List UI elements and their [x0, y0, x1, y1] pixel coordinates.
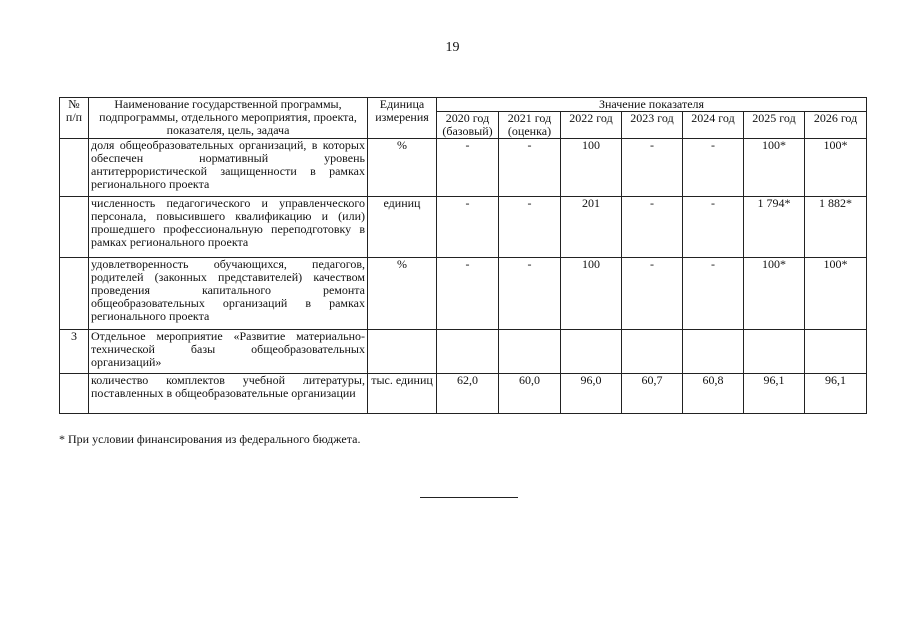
header-values: Значение показателя [437, 98, 867, 112]
indicator-table [59, 97, 867, 414]
row-value [805, 330, 867, 374]
row-value: - [622, 197, 683, 258]
row-value: 100 [561, 139, 622, 197]
row-num: 3 [60, 330, 89, 374]
header-year: 2023 год [622, 112, 683, 139]
row-value [683, 330, 744, 374]
row-value: 201 [561, 197, 622, 258]
row-value: 100 [561, 258, 622, 330]
row-value: - [499, 197, 561, 258]
header-year: 2021 год (оценка) [499, 112, 561, 139]
header-unit: Единица измерения [368, 98, 437, 139]
table-row [60, 139, 867, 197]
row-value [437, 330, 499, 374]
row-value: 96,1 [805, 374, 867, 414]
header-year: 2022 год [561, 112, 622, 139]
row-value: 100* [744, 139, 805, 197]
row-value: - [683, 139, 744, 197]
row-value: 1 882* [805, 197, 867, 258]
row-value: - [683, 258, 744, 330]
row-value: 60,0 [499, 374, 561, 414]
header-year: 2024 год [683, 112, 744, 139]
table-row [60, 374, 867, 414]
header-name: Наименование государственной программы, подпрограммы, отдельного мероприятия, проекта, показателя, цель, задача [89, 98, 368, 139]
row-value: - [437, 258, 499, 330]
row-name: численность педагогического и управленческого персонала, повысившего квалификацию и (или) прошедшего профессиональную переподготовку в рамках регионального проекта [89, 197, 368, 258]
row-value [499, 330, 561, 374]
row-value [622, 330, 683, 374]
end-rule [420, 497, 518, 498]
row-value: 100* [744, 258, 805, 330]
row-value: - [437, 139, 499, 197]
row-name: количество комплектов учебной литературы, поставленных в общеобразовательные организации [89, 374, 368, 414]
row-value: 60,7 [622, 374, 683, 414]
row-value: 100* [805, 139, 867, 197]
row-name: Отдельное мероприятие «Развитие материально-технической базы общеобразовательных организаций» [89, 330, 368, 374]
row-unit: % [368, 258, 437, 330]
row-value: - [437, 197, 499, 258]
table-row [60, 330, 867, 374]
row-unit [368, 330, 437, 374]
table-body [60, 139, 867, 414]
row-value: - [622, 139, 683, 197]
footnote: * При условии финансирования из федерального бюджета. [59, 432, 361, 446]
row-value: 1 794* [744, 197, 805, 258]
row-value: 96,0 [561, 374, 622, 414]
row-value: - [622, 258, 683, 330]
row-unit: % [368, 139, 437, 197]
row-value: - [683, 197, 744, 258]
row-num [60, 139, 89, 197]
row-num [60, 197, 89, 258]
row-value: 60,8 [683, 374, 744, 414]
row-unit: тыс. единиц [368, 374, 437, 414]
header-year: 2025 год [744, 112, 805, 139]
row-value [561, 330, 622, 374]
row-value: - [499, 139, 561, 197]
row-value: - [499, 258, 561, 330]
table-row [60, 197, 867, 258]
header-year: 2020 год (базовый) [437, 112, 499, 139]
row-value: 96,1 [744, 374, 805, 414]
row-value [744, 330, 805, 374]
row-name: удовлетворенность обучающихся, педагогов, родителей (законных представителей) качеством проведения капитального ремонта общеобразовательных организаций в рамках регионального проекта [89, 258, 368, 330]
row-value: 100* [805, 258, 867, 330]
page-number: 19 [445, 40, 460, 55]
row-value: 62,0 [437, 374, 499, 414]
row-num [60, 374, 89, 414]
table-row [60, 258, 867, 330]
header-num: № п/п [60, 98, 89, 139]
row-unit: единиц [368, 197, 437, 258]
header-year: 2026 год [805, 112, 867, 139]
row-num [60, 258, 89, 330]
row-name: доля общеобразовательных организаций, в которых обеспечен нормативный уровень антитеррористической защищенности в рамках регионального проекта [89, 139, 368, 197]
